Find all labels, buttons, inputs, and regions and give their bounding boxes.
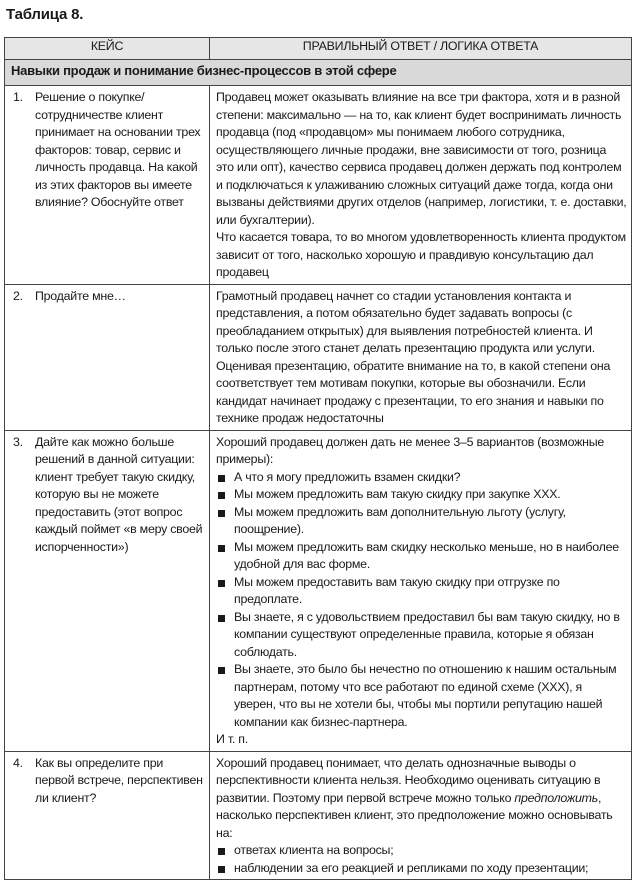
row-number: 2. — [13, 288, 23, 303]
answer-intro: Хороший продавец должен дать не менее 3–5 вариантов (возможные примеры): — [216, 434, 605, 466]
row-number: 1. — [13, 90, 23, 104]
answer-intro-after: , насколько перспективен клиент, это предположение можно основывать на: — [216, 790, 613, 840]
case-cell — [5, 430, 210, 751]
column-header-answer: ПРАВИЛЬНЫЙ ОТВЕТ / ЛОГИКА ОТВЕТА — [210, 38, 632, 60]
bullet-item: А что я могу предложить взамен скидки? — [216, 469, 627, 487]
case-question: Как вы определите при первой встрече, перспективен ли клиент? — [35, 755, 203, 805]
bullet-item: Мы можем предложить вам дополнительную льготу (услугу, поощрение). — [216, 504, 627, 539]
answer-paragraph: Продавец может оказывать влияние на все три фактора, хотя и в разной степени: максимально — на то, как клиент будет воспринимать личность продавца (под «продавцом» мы понимаем любого сотрудника, осуществляющего личные продажи, вне зависимости от того, розница это или опт), качество сервиса продавец должен держать под контролем и подключаться к улаживанию сложных ситуаций даже тогда, когда они вызваны действиями других отделов (например, логистики, т. е. доставки, или бухгалтерии). — [216, 90, 627, 227]
answer-cell — [210, 284, 632, 430]
answer-paragraph: Что касается товара, то во многом удовлетворенность клиента продуктом зависит от того, насколько хорошую и правдивую консультацию дал продавец — [216, 230, 626, 279]
table-row — [5, 284, 632, 430]
answer-outro: И т. п. — [216, 732, 248, 746]
bullet-item: ответах клиента на вопросы; — [216, 842, 627, 860]
answer-intro — [216, 755, 627, 843]
case-cell — [5, 284, 210, 430]
bullet-item: Мы можем предложить вам скидку несколько меньше, но в наиболее удобной для вас форме. — [216, 539, 627, 574]
cases-table — [4, 37, 632, 880]
row-number: 4. — [13, 755, 23, 770]
table-caption: Таблица 8. — [6, 6, 84, 23]
section-row — [5, 60, 632, 86]
table-row — [5, 430, 632, 751]
column-header-case: КЕЙС — [5, 38, 210, 60]
table-row — [5, 86, 632, 285]
bullet-item: Вы знаете, это было бы нечестно по отношению к нашим остальным партнерам, потому что все работают по единой схеме (ХХХ), я уверен, что вы не хотели бы, чтобы мы портили репутацию нашей компании как бизнес-партнера. — [216, 661, 627, 731]
answer-cell — [210, 751, 632, 880]
row-number: 3. — [13, 434, 23, 449]
case-cell — [5, 751, 210, 880]
answer-intro-emphasis: предположить — [514, 790, 599, 805]
bullet-item: наблюдении за его реакцией и репликами по ходу презентации; — [216, 860, 627, 878]
table-header-row — [5, 38, 632, 60]
bullet-item: Мы можем предоставить вам такую скидку при отгрузке по предоплате. — [216, 574, 627, 609]
table-row — [5, 751, 632, 880]
case-question: Дайте как можно больше решений в данной ситуации: клиент требует такую скидку, которую вы не можете предоставить (этот вопрос каждый поймет «в меру своей испорченности») — [35, 434, 203, 554]
case-question: Продайте мне… — [35, 288, 126, 303]
bullet-item: Мы можем предложить вам такую скидку при закупке ХХХ. — [216, 486, 627, 504]
answer-bullet-list — [216, 842, 627, 877]
bullet-item: Вы знаете, я с удовольствием предоставил бы вам такую скидку, но в компании существуют определенные правила, которые я обязан соблюдать. — [216, 609, 627, 662]
answer-bullet-list — [216, 469, 627, 732]
section-title: Навыки продаж и понимание бизнес-процессов в этой сфере — [5, 60, 632, 86]
answer-paragraph: Грамотный продавец начнет со стадии установления контакта и представления, а потом обязательно будет задавать вопросы (с преобладанием открытых) для выявления потребностей клиента. И только после этого станет делать презентацию продукта или услуги. Оценивая презентацию, обратите внимание на то, в какой степени она соответствует тем мотивам покупки, которые вы обозначили. Если кандидат начинает продажу с презентации, то его знания и навыки по технике продаж недостаточны — [216, 288, 611, 425]
case-question: Решение о покупке/сотрудничестве клиент принимает на основании трех факторов: товар, сервис и личность продавца. На какой из этих факторов вы имеете влияние? Обоснуйте ответ — [35, 90, 201, 209]
answer-cell — [210, 86, 632, 285]
case-cell — [5, 86, 210, 285]
answer-intro-before: Хороший продавец понимает, что делать однозначные выводы о перспективности клиента нельзя. Необходимо оценивать ситуацию в развитии. Поэтому при первой встрече можно только — [216, 755, 601, 805]
answer-cell — [210, 430, 632, 751]
